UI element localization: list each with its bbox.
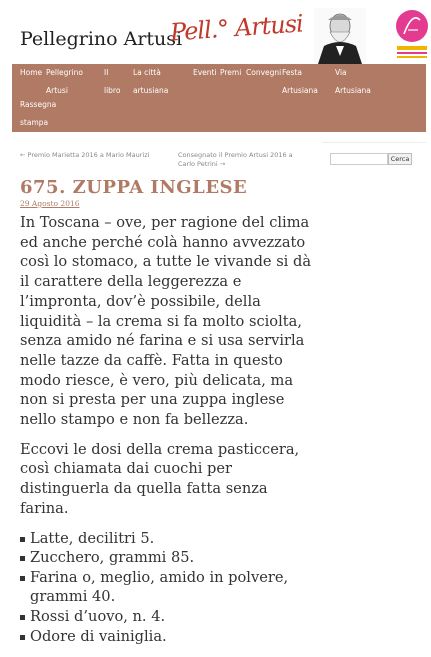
- nav-label: Rassegna: [20, 100, 57, 109]
- artusi-signature: Pell.° Artusi: [169, 9, 304, 47]
- festa-artusiana-logo[interactable]: [394, 8, 430, 60]
- nav-item-eventi[interactable]: [193, 64, 217, 82]
- nav-item-rassegna-stampa[interactable]: [20, 96, 56, 132]
- nav-label: Pellegrino: [46, 68, 83, 77]
- nav-label: Convegni: [246, 68, 282, 77]
- nav-label: Artusiana: [282, 86, 318, 95]
- list-item: Rossi d’uovo, n. 4.: [20, 607, 320, 627]
- list-item: Farina o, meglio, amido in polvere, grammi 40.: [20, 568, 320, 607]
- nav-label: Home: [20, 68, 43, 77]
- nav-item-il-libro[interactable]: [104, 64, 120, 100]
- site-title[interactable]: Pellegrino Artusi: [20, 28, 183, 50]
- nav-label: Artusiana: [335, 86, 371, 95]
- nav-label: artusiana: [133, 86, 169, 95]
- nav-label: libro: [104, 86, 121, 95]
- main-nav: [12, 64, 426, 132]
- post-title: 675. ZUPPA INGLESE: [20, 177, 248, 198]
- list-item: Odore di vainiglia.: [20, 627, 320, 647]
- search-button[interactable]: Cerca: [388, 153, 412, 165]
- next-post-link[interactable]: Consegnato il Premio Artusi 2016 a Carlo Petrini →: [178, 151, 293, 168]
- nav-label: La città: [133, 68, 161, 77]
- post-date[interactable]: 29 Agosto 2016: [20, 199, 80, 208]
- nav-item-home[interactable]: [20, 64, 42, 82]
- search-input[interactable]: [330, 153, 388, 165]
- post-content: [20, 213, 320, 646]
- previous-post-link[interactable]: ← Premio Marietta 2016 a Mario Maurizi: [20, 151, 150, 159]
- nav-item-via-artusiana[interactable]: [335, 64, 371, 100]
- nav-label: Premi: [220, 68, 242, 77]
- ingredients-list: [20, 529, 320, 647]
- artusi-portrait-image: [314, 8, 366, 64]
- nav-item-pellegrino-artusi[interactable]: [46, 64, 83, 100]
- paragraph: Eccovi le dosi della crema pasticcera, così chiamata dai cuochi per distinguerla da quella fatta senza farina.: [20, 440, 300, 517]
- nav-item-convegni[interactable]: [246, 64, 281, 82]
- nav-label: Festa: [282, 68, 302, 77]
- nav-item-festa-artusiana[interactable]: [282, 64, 318, 100]
- nav-label: stampa: [20, 118, 49, 127]
- site-header: [12, 6, 431, 64]
- list-item: Latte, decilitri 5.: [20, 529, 320, 549]
- nav-label: Via: [335, 68, 347, 77]
- nav-label: Artusi: [46, 86, 68, 95]
- paragraph: In Toscana – ove, per ragione del clima ed anche perché colà hanno avvezzato così lo stomaco, a tutte le vivande si dà il carattere della leggerezza e l’impronta, dov’è possibile, della liquidità – la crema si fa molto sciolta, senza amido né farina e si usa servirla nelle tazze da caffè. Fatta in questo modo riesce, è vero, più delicata, ma non si presta per una zuppa inglese nello stampo e non fa bellezza.: [20, 214, 312, 429]
- list-item: Zucchero, grammi 85.: [20, 548, 320, 568]
- nav-item-premi[interactable]: [220, 64, 241, 82]
- nav-label: Eventi: [193, 68, 217, 77]
- nav-item-la-citta-artusiana[interactable]: [133, 64, 168, 100]
- nav-label: Il: [104, 68, 109, 77]
